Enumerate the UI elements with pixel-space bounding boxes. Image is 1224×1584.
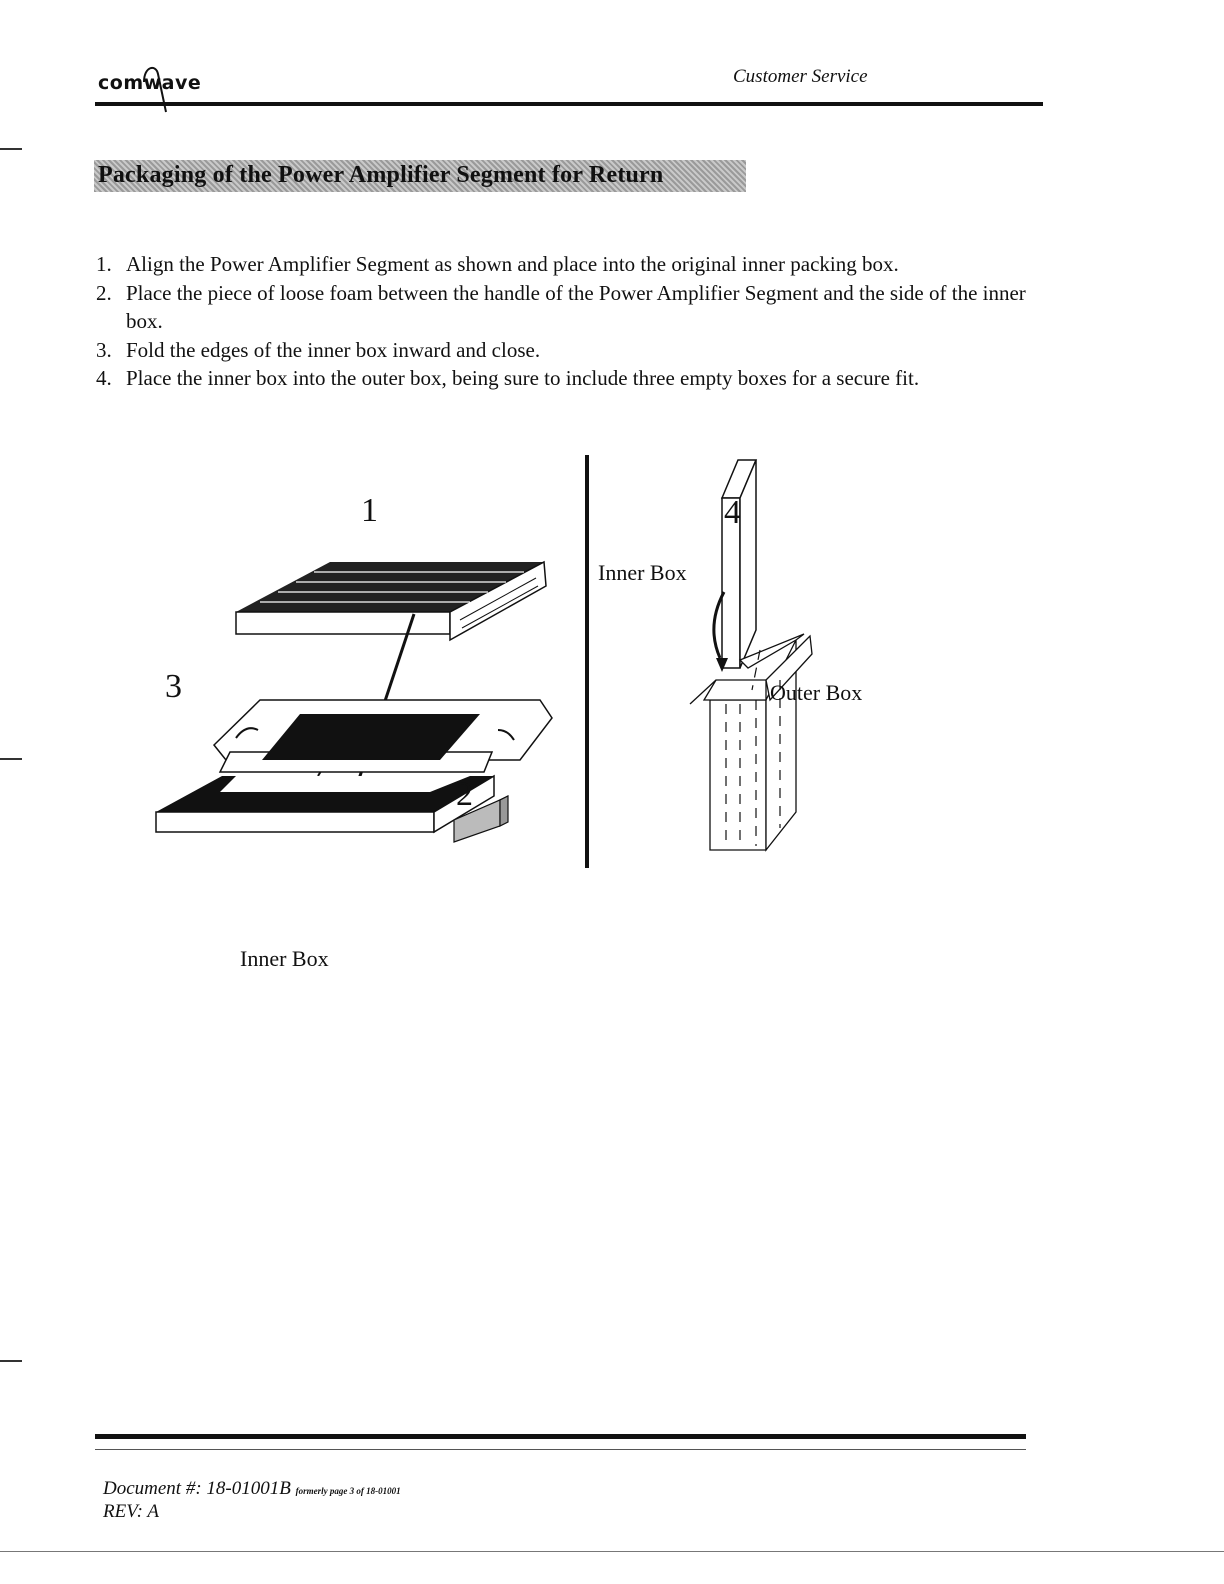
inner-box-base-drawing	[156, 776, 494, 832]
document-label: Document #:	[103, 1478, 202, 1499]
step-text: Place the inner box into the outer box, being sure to include three empty boxes for a secure fit.	[126, 366, 920, 390]
step-number: 2.	[96, 280, 112, 305]
document-number: 18-01001B	[206, 1478, 291, 1499]
step-text: Align the Power Amplifier Segment as shown and place into the original inner packing box.	[126, 252, 899, 276]
step-text: Place the piece of loose foam between the handle of the Power Amplifier Segment and the side of the inner box.	[126, 280, 1026, 333]
page-bottom-rule	[0, 1551, 1224, 1552]
inner-box-label-right: Inner Box	[598, 560, 687, 585]
step-number: 1.	[96, 252, 112, 276]
revision: REV: A	[103, 1501, 159, 1522]
footer-rule-thin	[95, 1449, 1026, 1450]
document-note: formerly page 3 of 18-01001	[295, 1486, 401, 1496]
step-number: 3.	[96, 337, 112, 362]
outer-box-drawing	[690, 634, 812, 850]
step-text: Fold the edges of the inner box inward and close.	[126, 337, 541, 362]
amplifier-segment-drawing	[236, 562, 546, 640]
inner-box-label-bottom: Inner Box	[240, 946, 329, 971]
figure-label-3: 3	[165, 668, 182, 705]
header-section-title: Customer Service	[733, 66, 868, 87]
document-number-line	[103, 1478, 401, 1500]
company-logo: comwave	[98, 72, 202, 94]
footer-rule	[95, 1434, 1026, 1439]
outer-box-label: Outer Box	[770, 680, 863, 705]
figure-label-4: 4	[724, 494, 741, 531]
page-title: Packaging of the Power Amplifier Segment for Return	[98, 162, 664, 188]
scan-mark	[0, 1360, 22, 1362]
figure-label-2: 2	[456, 776, 473, 813]
vertical-inner-box-drawing	[722, 460, 756, 668]
step-number: 4.	[96, 366, 112, 390]
figure-label-1: 1	[361, 492, 378, 529]
